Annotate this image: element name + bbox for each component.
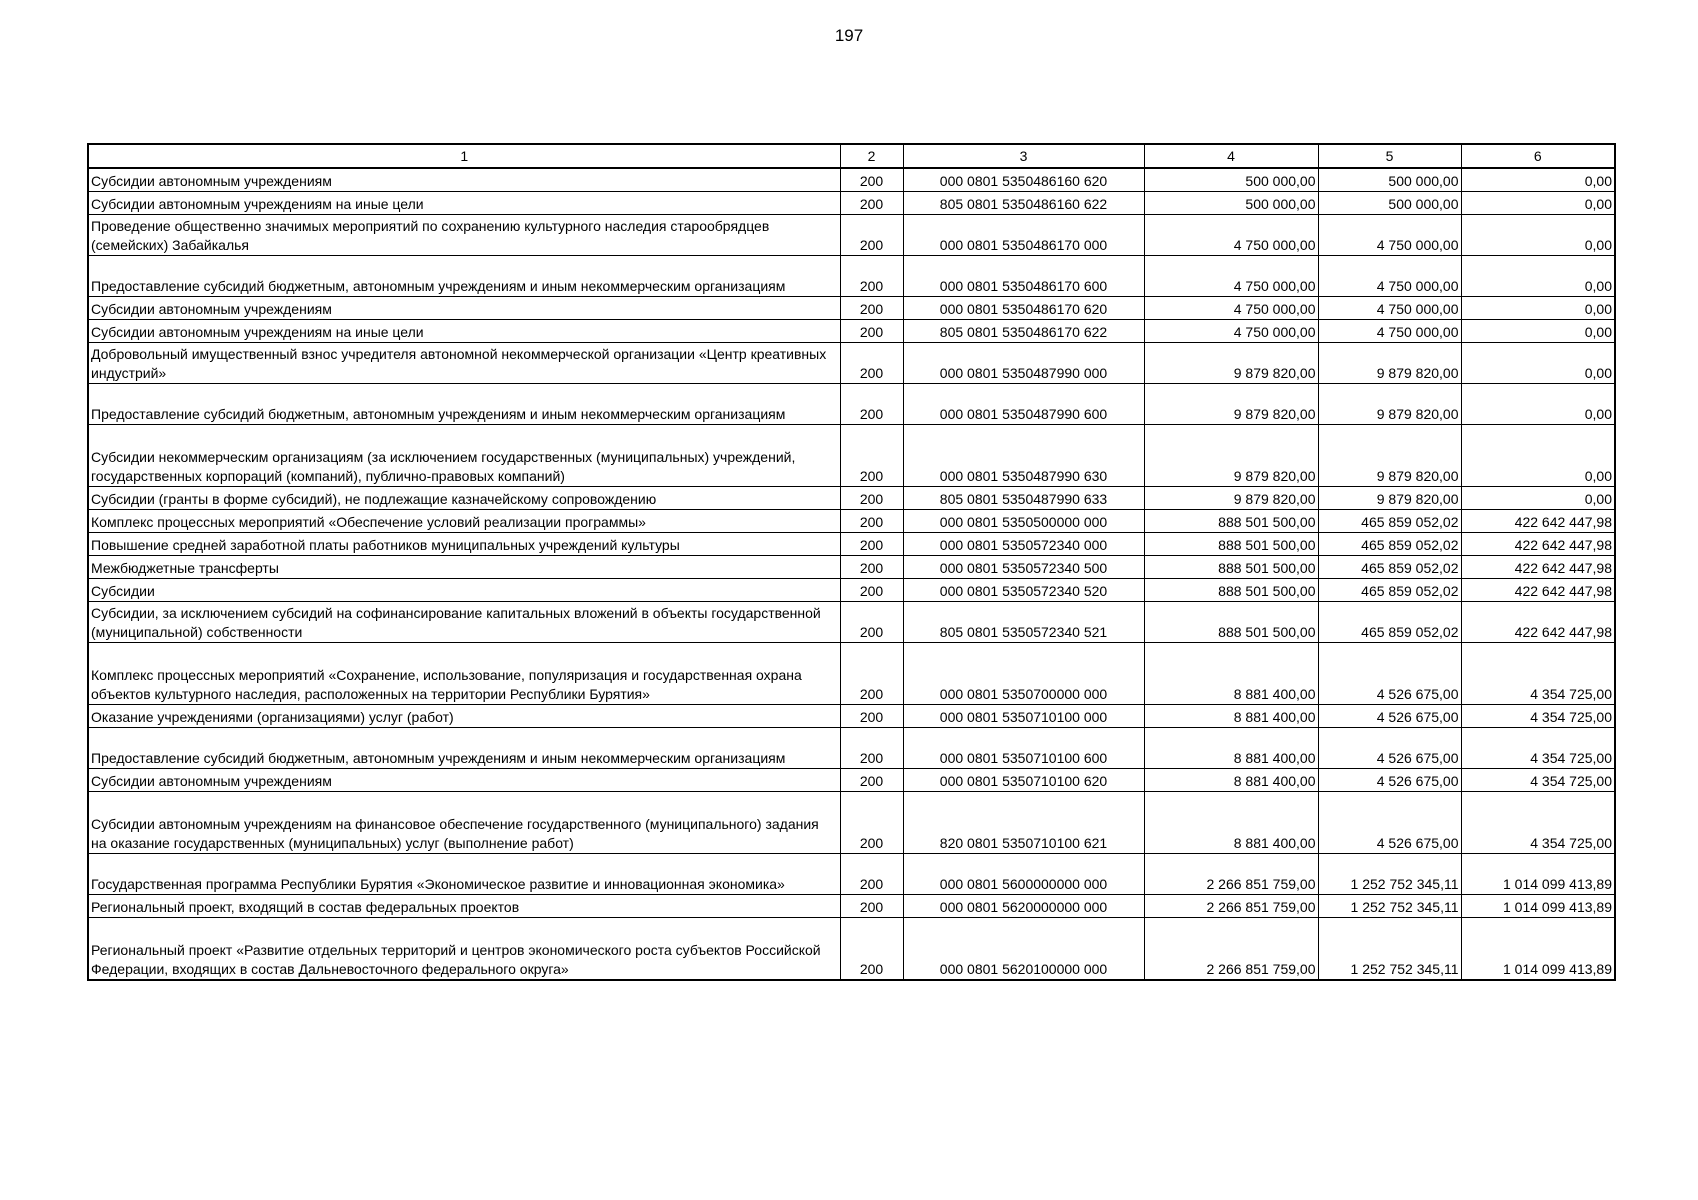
row-name: Субсидии	[88, 579, 840, 602]
row-value-col4: 888 501 500,00	[1144, 556, 1318, 579]
row-name: Добровольный имущественный взнос учредителя автономной некоммерческой организации «Центр креативных индустрий»	[88, 343, 840, 384]
row-value-col6: 1 014 099 413,89	[1461, 895, 1615, 918]
row-value-col5: 9 879 820,00	[1318, 487, 1461, 510]
table-row	[88, 192, 1615, 215]
row-name: Проведение общественно значимых мероприятий по сохранению культурного наследия старообрядцев (семейских) Забайкалья	[88, 215, 840, 256]
row-budget-code: 000 0801 5350572340 500	[903, 556, 1144, 579]
row-code: 200	[840, 384, 903, 425]
row-value-col5: 500 000,00	[1318, 192, 1461, 215]
row-code: 200	[840, 854, 903, 895]
row-value-col4: 4 750 000,00	[1144, 215, 1318, 256]
row-value-col6: 0,00	[1461, 297, 1615, 320]
row-name: Субсидии автономным учреждениям на иные цели	[88, 320, 840, 343]
table-body	[88, 168, 1615, 980]
row-code: 200	[840, 918, 903, 981]
row-code: 200	[840, 895, 903, 918]
row-code: 200	[840, 168, 903, 192]
row-value-col4: 8 881 400,00	[1144, 769, 1318, 792]
row-value-col4: 8 881 400,00	[1144, 643, 1318, 705]
table-row	[88, 602, 1615, 643]
table-row	[88, 705, 1615, 728]
row-code: 200	[840, 425, 903, 487]
row-code: 200	[840, 556, 903, 579]
row-code: 200	[840, 256, 903, 297]
row-value-col4: 9 879 820,00	[1144, 425, 1318, 487]
row-value-col4: 888 501 500,00	[1144, 579, 1318, 602]
row-value-col6: 0,00	[1461, 384, 1615, 425]
row-value-col5: 465 859 052,02	[1318, 556, 1461, 579]
row-budget-code: 000 0801 5350486170 620	[903, 297, 1144, 320]
row-value-col5: 465 859 052,02	[1318, 533, 1461, 556]
row-value-col5: 9 879 820,00	[1318, 343, 1461, 384]
table-row	[88, 343, 1615, 384]
table-row	[88, 487, 1615, 510]
row-value-col5: 1 252 752 345,11	[1318, 895, 1461, 918]
row-value-col5: 4 750 000,00	[1318, 256, 1461, 297]
row-code: 200	[840, 643, 903, 705]
row-code: 200	[840, 297, 903, 320]
row-budget-code: 000 0801 5350700000 000	[903, 643, 1144, 705]
row-name: Субсидии автономным учреждениям на иные цели	[88, 192, 840, 215]
row-code: 200	[840, 579, 903, 602]
row-name: Субсидии (гранты в форме субсидий), не подлежащие казначейскому сопровождению	[88, 487, 840, 510]
row-value-col5: 4 526 675,00	[1318, 769, 1461, 792]
table-row	[88, 895, 1615, 918]
row-code: 200	[840, 602, 903, 643]
table-row	[88, 792, 1615, 854]
row-value-col6: 4 354 725,00	[1461, 643, 1615, 705]
row-budget-code: 820 0801 5350710100 621	[903, 792, 1144, 854]
row-value-col4: 8 881 400,00	[1144, 792, 1318, 854]
row-value-col4: 888 501 500,00	[1144, 602, 1318, 643]
column-header-1: 1	[88, 144, 840, 168]
row-value-col4: 9 879 820,00	[1144, 487, 1318, 510]
row-value-col6: 0,00	[1461, 425, 1615, 487]
table-row	[88, 297, 1615, 320]
row-value-col5: 465 859 052,02	[1318, 510, 1461, 533]
row-value-col4: 888 501 500,00	[1144, 533, 1318, 556]
row-value-col5: 4 526 675,00	[1318, 705, 1461, 728]
row-budget-code: 000 0801 5350710100 600	[903, 728, 1144, 769]
row-code: 200	[840, 192, 903, 215]
table-row	[88, 533, 1615, 556]
table-row	[88, 918, 1615, 981]
row-code: 200	[840, 533, 903, 556]
row-code: 200	[840, 320, 903, 343]
row-name: Комплекс процессных мероприятий «Сохранение, использование, популяризация и государственная охрана объектов культурного наследия, расположенных на территории Республики Бурятия»	[88, 643, 840, 705]
row-value-col5: 4 526 675,00	[1318, 792, 1461, 854]
row-budget-code: 000 0801 5350486160 620	[903, 168, 1144, 192]
table-row	[88, 643, 1615, 705]
table-row	[88, 579, 1615, 602]
table-row	[88, 510, 1615, 533]
row-value-col4: 9 879 820,00	[1144, 384, 1318, 425]
row-value-col4: 2 266 851 759,00	[1144, 854, 1318, 895]
row-value-col6: 0,00	[1461, 320, 1615, 343]
row-value-col4: 2 266 851 759,00	[1144, 895, 1318, 918]
row-value-col4: 8 881 400,00	[1144, 728, 1318, 769]
row-value-col6: 4 354 725,00	[1461, 705, 1615, 728]
row-budget-code: 805 0801 5350572340 521	[903, 602, 1144, 643]
row-name: Субсидии автономным учреждениям	[88, 297, 840, 320]
row-name: Предоставление субсидий бюджетным, автономным учреждениям и иным некоммерческим организациям	[88, 728, 840, 769]
row-code: 200	[840, 728, 903, 769]
row-value-col5: 4 750 000,00	[1318, 215, 1461, 256]
row-value-col6: 0,00	[1461, 192, 1615, 215]
header-row	[88, 144, 1615, 168]
row-value-col6: 422 642 447,98	[1461, 602, 1615, 643]
row-budget-code: 805 0801 5350486170 622	[903, 320, 1144, 343]
table-row	[88, 728, 1615, 769]
row-budget-code: 000 0801 5350710100 000	[903, 705, 1144, 728]
row-value-col5: 9 879 820,00	[1318, 425, 1461, 487]
row-value-col6: 0,00	[1461, 168, 1615, 192]
table-row	[88, 320, 1615, 343]
row-budget-code: 000 0801 5350486170 000	[903, 215, 1144, 256]
row-budget-code: 000 0801 5620000000 000	[903, 895, 1144, 918]
page-number: 197	[834, 26, 864, 45]
row-value-col5: 500 000,00	[1318, 168, 1461, 192]
row-budget-code: 805 0801 5350487990 633	[903, 487, 1144, 510]
row-code: 200	[840, 487, 903, 510]
row-value-col5: 1 252 752 345,11	[1318, 918, 1461, 981]
row-value-col5: 4 750 000,00	[1318, 320, 1461, 343]
row-budget-code: 000 0801 5350500000 000	[903, 510, 1144, 533]
row-value-col6: 1 014 099 413,89	[1461, 918, 1615, 981]
row-budget-code: 000 0801 5350487990 600	[903, 384, 1144, 425]
row-name: Субсидии, за исключением субсидий на софинансирование капитальных вложений в объекты государственной (муниципальной) собственности	[88, 602, 840, 643]
row-value-col5: 9 879 820,00	[1318, 384, 1461, 425]
row-name: Предоставление субсидий бюджетным, автономным учреждениям и иным некоммерческим организациям	[88, 256, 840, 297]
row-value-col5: 1 252 752 345,11	[1318, 854, 1461, 895]
row-value-col6: 422 642 447,98	[1461, 533, 1615, 556]
row-value-col5: 4 526 675,00	[1318, 728, 1461, 769]
row-value-col6: 0,00	[1461, 215, 1615, 256]
table-row	[88, 854, 1615, 895]
row-code: 200	[840, 792, 903, 854]
row-value-col5: 4 750 000,00	[1318, 297, 1461, 320]
row-value-col6: 422 642 447,98	[1461, 556, 1615, 579]
table-row	[88, 769, 1615, 792]
row-budget-code: 000 0801 5620100000 000	[903, 918, 1144, 981]
row-value-col4: 4 750 000,00	[1144, 297, 1318, 320]
table-row	[88, 215, 1615, 256]
row-code: 200	[840, 215, 903, 256]
row-value-col6: 4 354 725,00	[1461, 728, 1615, 769]
row-value-col6: 1 014 099 413,89	[1461, 854, 1615, 895]
row-code: 200	[840, 705, 903, 728]
table-row	[88, 168, 1615, 192]
row-budget-code: 805 0801 5350486160 622	[903, 192, 1144, 215]
row-value-col6: 4 354 725,00	[1461, 769, 1615, 792]
column-header-2: 2	[840, 144, 903, 168]
row-budget-code: 000 0801 5350710100 620	[903, 769, 1144, 792]
row-value-col4: 4 750 000,00	[1144, 320, 1318, 343]
row-name: Межбюджетные трансферты	[88, 556, 840, 579]
row-name: Субсидии автономным учреждениям	[88, 168, 840, 192]
row-name: Предоставление субсидий бюджетным, автономным учреждениям и иным некоммерческим организациям	[88, 384, 840, 425]
row-value-col6: 0,00	[1461, 487, 1615, 510]
row-value-col5: 465 859 052,02	[1318, 579, 1461, 602]
table-row	[88, 556, 1615, 579]
row-name: Региональный проект, входящий в состав федеральных проектов	[88, 895, 840, 918]
column-header-3: 3	[903, 144, 1144, 168]
row-budget-code: 000 0801 5350487990 000	[903, 343, 1144, 384]
row-name: Субсидии автономным учреждениям на финансовое обеспечение государственного (муниципального) задания на оказание государственных (муниципальных) услуг (выполнение работ)	[88, 792, 840, 854]
row-budget-code: 000 0801 5350572340 000	[903, 533, 1144, 556]
row-name: Субсидии некоммерческим организациям (за исключением государственных (муниципальных) учреждений, государственных корпораций (компаний), публично-правовых компаний)	[88, 425, 840, 487]
row-value-col5: 4 526 675,00	[1318, 643, 1461, 705]
row-name: Оказание учреждениями (организациями) услуг (работ)	[88, 705, 840, 728]
row-code: 200	[840, 343, 903, 384]
row-value-col6: 422 642 447,98	[1461, 510, 1615, 533]
budget-table	[87, 143, 1616, 981]
row-name: Комплекс процессных мероприятий «Обеспечение условий реализации программы»	[88, 510, 840, 533]
row-budget-code: 000 0801 5600000000 000	[903, 854, 1144, 895]
row-value-col4: 2 266 851 759,00	[1144, 918, 1318, 981]
row-value-col6: 0,00	[1461, 256, 1615, 297]
row-budget-code: 000 0801 5350486170 600	[903, 256, 1144, 297]
table-row	[88, 384, 1615, 425]
row-name: Государственная программа Республики Бурятия «Экономическое развитие и инновационная экономика»	[88, 854, 840, 895]
row-value-col5: 465 859 052,02	[1318, 602, 1461, 643]
column-header-5: 5	[1318, 144, 1461, 168]
row-name: Региональный проект «Развитие отдельных территорий и центров экономического роста субъектов Российской Федерации, входящих в состав Дальневосточного федерального округа»	[88, 918, 840, 981]
row-value-col4: 888 501 500,00	[1144, 510, 1318, 533]
row-name: Повышение средней заработной платы работников муниципальных учреждений культуры	[88, 533, 840, 556]
row-value-col6: 422 642 447,98	[1461, 579, 1615, 602]
row-name: Субсидии автономным учреждениям	[88, 769, 840, 792]
row-code: 200	[840, 769, 903, 792]
row-budget-code: 000 0801 5350572340 520	[903, 579, 1144, 602]
table-row	[88, 256, 1615, 297]
column-header-4: 4	[1144, 144, 1318, 168]
row-value-col4: 9 879 820,00	[1144, 343, 1318, 384]
row-value-col6: 0,00	[1461, 343, 1615, 384]
row-value-col4: 8 881 400,00	[1144, 705, 1318, 728]
table-row	[88, 425, 1615, 487]
row-budget-code: 000 0801 5350487990 630	[903, 425, 1144, 487]
row-value-col4: 500 000,00	[1144, 168, 1318, 192]
row-value-col4: 4 750 000,00	[1144, 256, 1318, 297]
row-value-col4: 500 000,00	[1144, 192, 1318, 215]
row-code: 200	[840, 510, 903, 533]
row-value-col6: 4 354 725,00	[1461, 792, 1615, 854]
column-header-6: 6	[1461, 144, 1615, 168]
